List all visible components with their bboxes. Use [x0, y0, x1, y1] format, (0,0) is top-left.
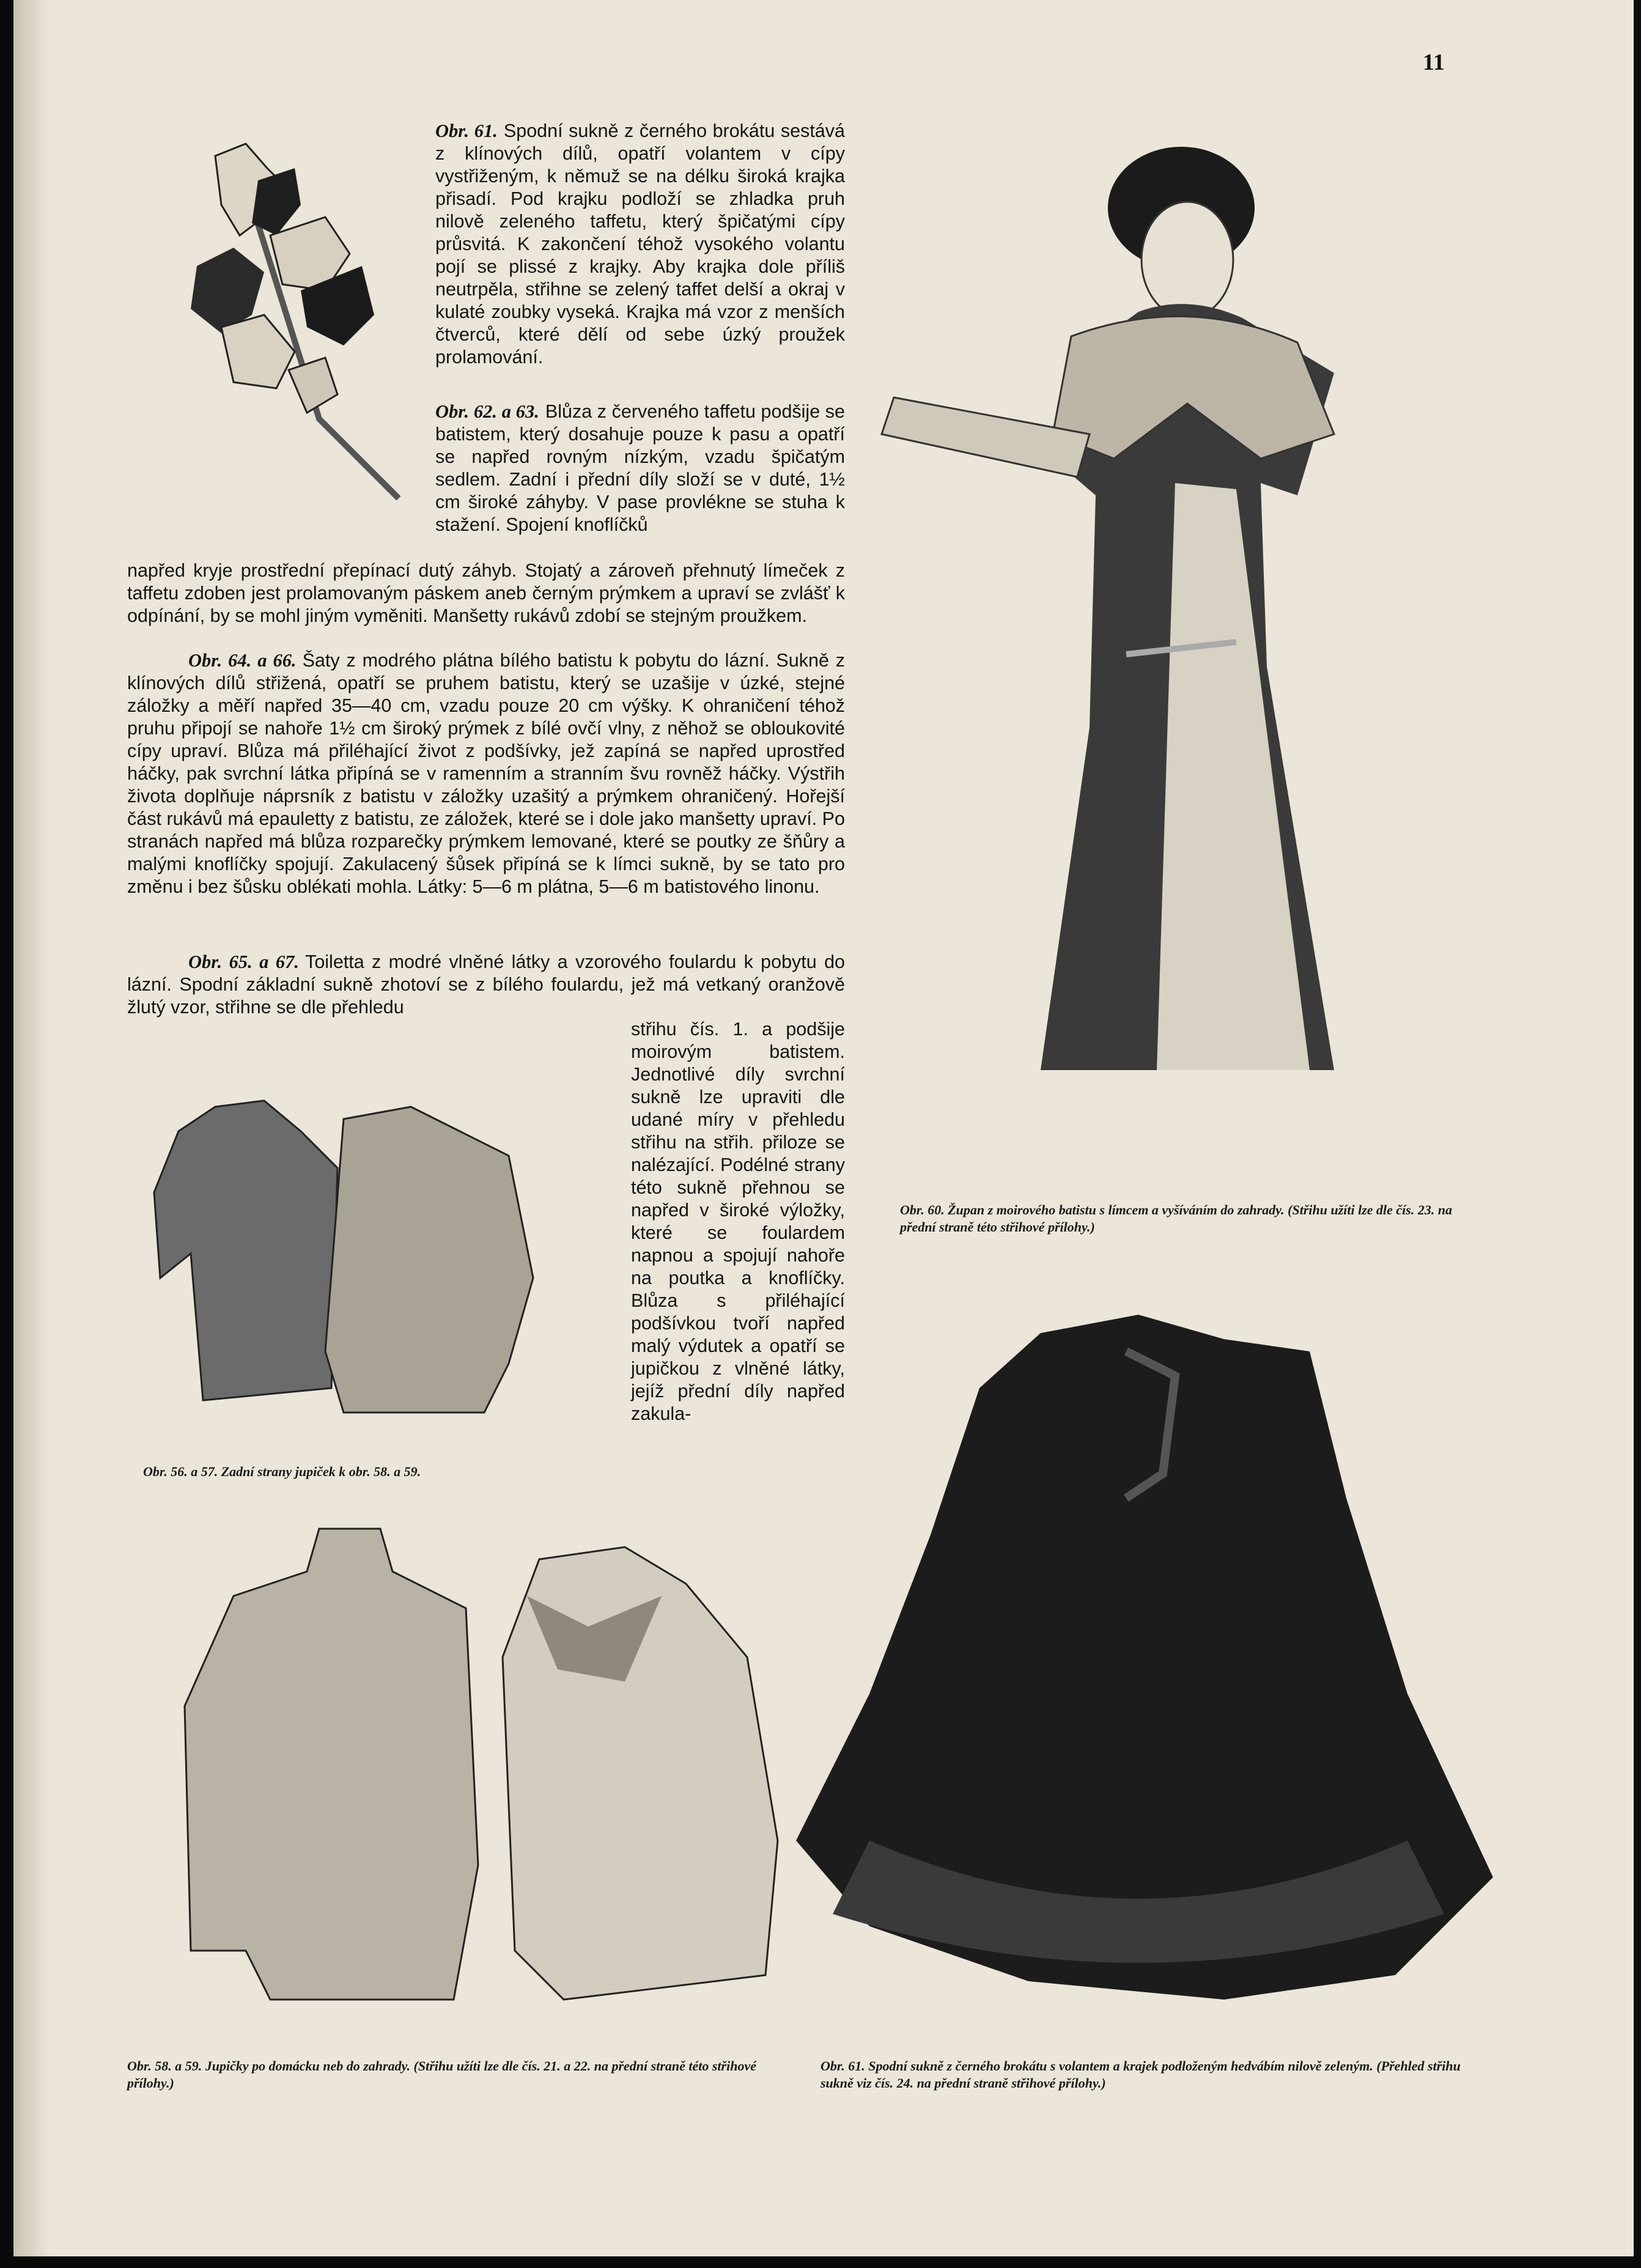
paragraph-lead: Obr. 62. a 63. — [435, 401, 539, 422]
woman-in-robe-figure — [869, 116, 1493, 1156]
paragraph-obr-65-continued: střihu čís. 1. a podšije moirovým batistem. Jednotlivé díly svrchní sukně lze upraviti dle udané míry v přehledu střihu na střih. přiloze se nalézající. Podélné strany této sukně přehnou se napřed v široké výložky, které se foulardem napnou a spojují nahoře na poutka a knoflíčky. Blůza s přiléhající podšívkou tvoří napřed malý výdutek a opatří se jupičkou z vlněné látky, jejíž přední díly napřed zakula- — [631, 1019, 845, 1424]
paragraph-lead: Obr. 65. a 67. — [188, 951, 300, 972]
paragraph-text: Toiletta z modré vlněné látky a vzorového foulardu k pobytu do lázní. Spodní základní sukně zhotoví se z bílého foulardu, jež má vetkaný oranžově žlutý vzor, střihne se dle přehledu — [127, 951, 846, 1018]
page-number: 11 — [1423, 50, 1445, 75]
leaf-branch-icon — [142, 131, 423, 504]
paragraph-lead: Obr. 61. — [435, 120, 498, 141]
paragraph-obr-65 — [127, 951, 845, 1019]
caption-fig-60: Obr. 60. Župan z moirového batistu s límcem a vyšíváním do zahrady. (Střihu užíti lze dle čís. 23. na přední straně této střihové přílohy.) — [900, 1202, 1453, 1235]
paragraph-obr-64 — [127, 649, 845, 898]
paragraph-text: Blůza z červeného taffetu podšije se batistem, který dosahuje pouze k pasu a opatří se napřed rovným nízkým, vzadu špičatým sedlem. Zadní i přední díly složí se v duté, 1½ cm široké záhyby. V pase provlékne se stuha k stažení. Spojení knoflíčků — [435, 401, 845, 535]
magazine-page — [13, 0, 1634, 2256]
paragraph-obr-62-continued: napřed kryje prostřední přepínací dutý záhyb. Stojatý a zároveň přehnutý límeček z taffetu zdoben jest prolamovaným páskem aneb černým prýmkem a upraví se zvlášť k odpínání, by se mohl jiným vyměniti. Manšetty rukávů zdobí se stejným proužkem. — [127, 560, 845, 626]
jacket-backs-figure — [142, 1095, 582, 1437]
paragraph-lead: Obr. 64. a 66. — [188, 650, 297, 671]
jacket-fronts-figure — [160, 1523, 808, 2024]
paragraph-text: Šaty z modrého plátna bílého batistu k pobytu do lázní. Sukně z klínových dílů střižená, opatří se pruhem batistu, který se uzašije v úzké, stejné záložky a měří napřed 35—40 cm, vzadu pouze 20 cm výšky. K ohraničení téhož pruhu připojí se nahoře 1½ cm široký prýmek z bílé ovčí vlny, z něhož se obloukovité cípy upraví. Blůza má přiléhající život z podšívky, jež zapíná se napřed uprostřed háčky, pak svrchní látka připíná se v ramenním a stranním švu rovněž háčky. Výstřih života doplňuje náprsník z batistu v záložky uzašitý a prýmkem ohraničený. Hořejší část rukávů má epauletty z batistu, ze záložek, které se i dole jako manšetty upraví. Po stranách napřed má blůza rozparečky prýmkem lemované, které se poutky ze šňůry a malými knoflíčky spojují. Zakulacený šůsek připíná se k límci sukně, by se tato pro změnu i bez šůsku oblékati mohla. Látky: 5—6 m plátna, 5—6 m batistového linonu. — [127, 650, 846, 897]
caption-fig-58: Obr. 58. a 59. Jupičky po domácku neb do zahrady. (Střihu užíti lze dle čís. 21. a 22. na přední straně této střihové přílohy.) — [127, 2058, 756, 2091]
paragraph-obr-62 — [435, 401, 845, 536]
black-brocade-petticoat-figure — [796, 1315, 1499, 2006]
paragraph-obr-61 — [435, 120, 845, 369]
paragraph-text: Spodní sukně z černého brokátu sestává z klínových dílů, opatří volantem v cípy vystřiženým, k němuž se na délku široká krajka přisadí. Pod krajku podloží se zhladka pruh nilově zeleného taffetu, který špičatými cípy průsvitá. K zakončení téhož vysokého volantu pojí se plissé z krajky. Aby krajka dole příliš neutrpěla, střihne se zelený taffet delší a okraj v kulaté zoubky vyseká. Krajka má vzor z menších čtverců, které dělí od sebe úzký proužek prolamování. — [435, 120, 845, 368]
caption-fig-61: Obr. 61. Spodní sukně z černého brokátu s volantem a krajek podloženým hedvábím nilově zeleným. (Přehled střihu sukně viz čís. 24. na přední straně střihové přílohy.) — [820, 2058, 1461, 2091]
caption-fig-56: Obr. 56. a 57. Zadní strany jupiček k obr. 58. a 59. — [143, 1464, 421, 1479]
